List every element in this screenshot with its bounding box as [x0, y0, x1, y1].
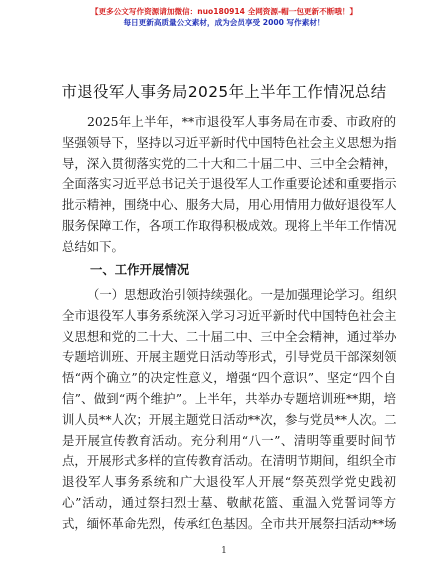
- body-line: 心”活动，通过祭扫烈士墓、敬献花篮、重温入党誓词等方: [62, 494, 396, 510]
- body-line: （一）思想政治引领持续强化。一是加强理论学习。组织: [87, 287, 397, 302]
- intro-line: 批示精神，围绕中心、服务大局，用心用情用力做好退役军人: [62, 197, 397, 213]
- body-line: 义思想和党的二十大、二十届二中、三中全会精神，通过举办: [62, 328, 397, 344]
- intro-line: 服务保障工作，各项工作取得积极成效。现将上半年工作情况: [62, 217, 397, 233]
- intro-line: 总结如下。: [62, 238, 124, 254]
- body-line: 点，开展形式多样的宣传教育活动。在清明节期间，组织全市: [62, 453, 397, 469]
- promo-line-1: 【更多公文写作资源请加微信：nuo180914 全网资源-帽一包更新不断哦！】: [90, 7, 358, 16]
- promo-banner: [0, 6, 448, 28]
- body-paragraph: [62, 285, 396, 535]
- body-line: 专题培训班、开展主题党日活动等形式，引导党员干部深刻领: [62, 349, 397, 365]
- section-heading: 一、工作开展情况: [90, 262, 190, 277]
- intro-line: 全面落实习近平总书记关于退役军人工作重要论述和重要指示: [62, 176, 397, 192]
- body-line: 是开展宣传教育活动。充分利用“八一”、清明等重要时间节: [62, 432, 396, 448]
- body-line: 训人员**人次；开展主题党日活动**次，参与党员**人次。二: [62, 411, 397, 427]
- body-line: 悟“两个确立”的决定性意义，增强“四个意识”、坚定“四个自: [62, 370, 396, 386]
- intro-line: 坚强领导下，坚持以习近平新时代中国特色社会主义思想为指: [62, 134, 397, 150]
- intro-line: 2025年上半年，**市退役军人事务局在市委、市政府的: [87, 114, 396, 129]
- intro-line: 导，深入贯彻落实党的二十大和二十届二中、三中全会精神，: [62, 155, 397, 171]
- body-line: 式，缅怀革命先烈，传承红色基因。全市共开展祭扫活动**场: [62, 515, 397, 531]
- body-line: 信”、做到“两个维护”。上半年，共举办专题培训班**期，培: [62, 390, 396, 406]
- body-line: 全市退役军人事务系统深入学习习近平新时代中国特色社会主: [62, 307, 397, 323]
- promo-line-2: 每日更新高质量公文素材，成为会员享受 2000 写作素材！: [123, 18, 325, 27]
- document-title: 市退役军人事务局2025年上半年工作情况总结: [61, 83, 387, 101]
- intro-paragraph: [62, 112, 396, 258]
- body-line: 退役军人事务系统和广大退役军人开展“祭英烈学党史践初: [62, 474, 396, 490]
- page-number: 1: [221, 546, 227, 556]
